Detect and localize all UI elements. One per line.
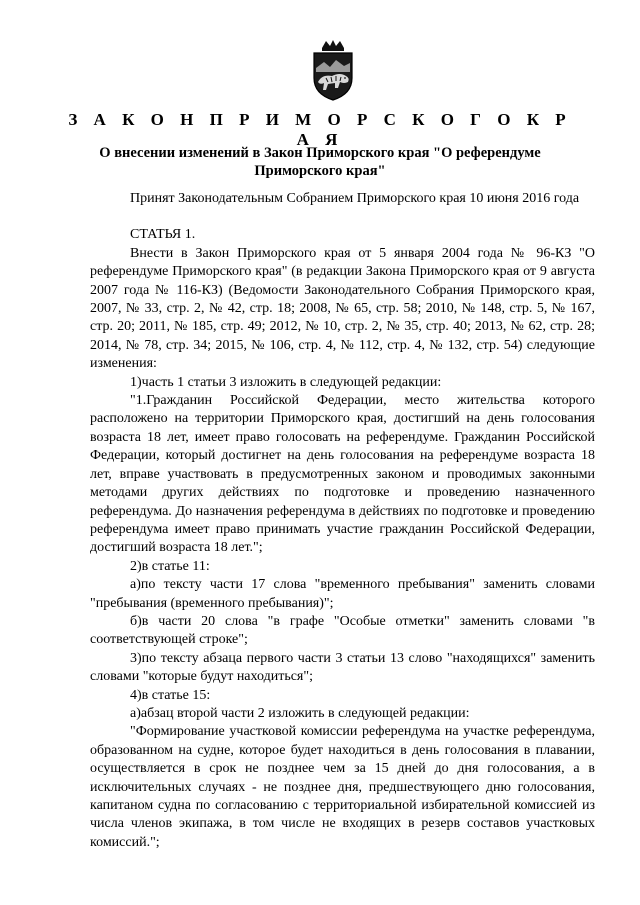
paragraph: 4)в статье 15: [130,687,211,703]
paragraph: 3)по тексту абзаца первого части 3 статьи 13 слово "находящихся" заменить словами "которые будут находиться"; [90,650,595,685]
coat-of-arms-icon [304,38,362,102]
paragraph: 1)часть 1 статьи 3 изложить в следующей редакции: [130,374,442,390]
paragraph: а)по тексту части 17 слова "временного пребывания" заменить словами "пребывания (временного пребывания)"; [90,577,595,611]
paragraph: "Формирование участковой комиссии референдума на участке референдума, образованном на судне, которое будет находиться в день голосования в плавании, осуществляется в срок не позднее чем за 15 дней до дня голосования, а в исключительных случаях - не позднее дня, предшествующего дню голосования, капитаном судна по согласованию с территориальной избирательной комиссией из числа членов экипажа, в том числе не входящих в резерв составов участковых комиссий."; [90,724,595,850]
law-body [90,190,595,852]
paragraph: Внести в Закон Приморского края от 5 января 2004 года № 96-КЗ "О референдуме Приморского края" (в редакции Закона Приморского края от 9 августа 2007 года № 116-КЗ) (Ведомости Законодательного Собрания Приморского края, 2007, № 33, стр. 2, № 42, стр. 18; 2008, № 65, стр. 58; 2010, № 148, стр. 5, № 167, стр. 20; 2011, № 185, стр. 49; 2012, № 10, стр. 2, № 35, стр. 40; 2013, № 62, стр. 28; 2014, № 78, стр. 34; 2015, № 106, стр. 4, № 112, стр. 4, № 132, стр. 54) следующие изменения: [90,245,595,372]
paragraph: а)абзац второй части 2 изложить в следующей редакции: [130,705,470,721]
article-heading: СТАТЬЯ 1. [130,227,196,243]
paragraph: б)в части 20 слова "в графе "Особые отметки" заменить словами "в соответствующей строке"; [90,613,595,648]
adoption-note: Принят Законодательным Собранием Приморского края 10 июня 2016 года [130,191,580,206]
law-subject: О внесении изменений в Закон Приморского края "О референдуме Приморского края" [99,145,541,179]
law-title: З А К О Н П Р И М О Р С К О Г О К Р А Я [68,110,572,149]
paragraph: 2)в статье 11: [130,558,210,574]
paragraph: "1.Гражданин Российской Федерации, место жительства которого расположено на территории Приморского края, достигший на день голосования возраста 18 лет, имеет право голосовать на референдуме. Гражданин Российской Федерации, который достигнет на день голосования на референдуме возраста 18 лет, вправе участвовать в предусмотренных законом и проводимых законными методами других действиях по подготовке и проведению назначенного референдума. До назначения референдума в действиях по подготовке и проведению референдума имеет право принимать участие гражданин Российской Федерации, достигший возраста 18 лет."; [90,393,595,556]
